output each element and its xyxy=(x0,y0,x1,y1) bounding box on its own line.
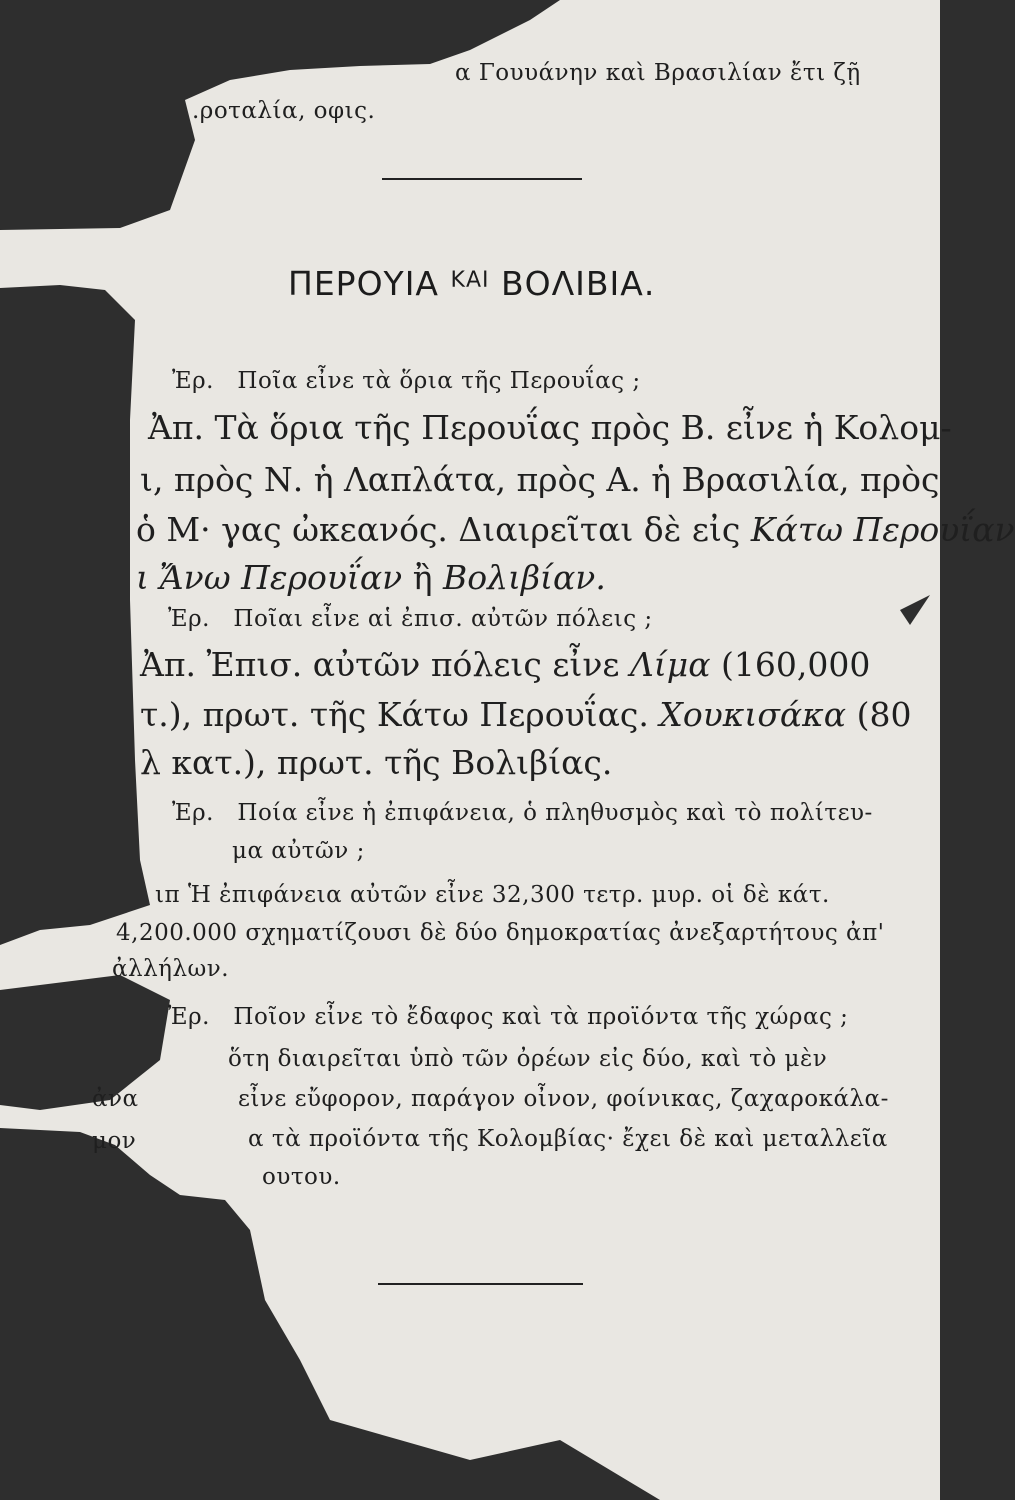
answer-1-line-4-italic-a: ι Ἄνω Περουΐαν xyxy=(136,558,403,597)
top-divider xyxy=(382,178,582,180)
question-label: Ἐρ. xyxy=(168,1004,210,1030)
answer-1-line-4-italic-b: Βολιβίαν. xyxy=(442,558,606,597)
answer-2-line-1-text: Ἀπ. Ἐπισ. αὐτῶν πόλεις εἶνε xyxy=(140,645,631,684)
question-text: Ποῖαι εἶνε αἱ ἐπισ. αὐτῶν πόλεις ; xyxy=(233,606,653,632)
title-part-3: ΒΟΛΙΒΙΑ. xyxy=(500,264,656,303)
answer-4-fragment-left-1: ἀνα xyxy=(92,1086,139,1112)
answer-3-line-1: ιπ Ἡ ἐπιφάνεια αὐτῶν εἶνε 32,300 τετρ. μυρ. οἱ δὲ κάτ. xyxy=(155,882,830,908)
question-text: Ποῖα εἶνε τὰ ὅρια τῆς Περουΐας ; xyxy=(237,368,641,394)
fragment-line-2: .ροταλία, οφις. xyxy=(192,98,376,124)
question-4 xyxy=(168,1004,848,1030)
question-label: Ἐρ. xyxy=(172,368,214,394)
answer-1-line-1: Ἀπ. Τὰ ὅρια τῆς Περουΐας πρὸς Β. εἶνε ἡ Κολομ- xyxy=(148,408,952,447)
answer-4-line-4: ουτου. xyxy=(262,1164,341,1190)
answer-2-line-2 xyxy=(140,695,911,734)
answer-2-population: (160,000 xyxy=(710,645,871,684)
answer-1-line-2: ι, πρὸς Ν. ἡ Λαπλάτα, πρὸς Α. ἡ Βρασιλία, πρὸς xyxy=(140,460,940,499)
question-label: Ἐρ. xyxy=(172,800,214,826)
answer-4-line-2: εἶνε εὔφορον, παράγον οἶνον, φοίνικας, ζαχαροκάλα- xyxy=(238,1086,889,1112)
answer-1-line-4-text: ἢ xyxy=(402,558,443,597)
answer-4-line-1: ὅτη διαιρεῖται ὑπὸ τῶν ὀρέων εἰς δύο, καὶ τὸ μὲν xyxy=(228,1046,828,1072)
answer-2-city-chuquisaca: Χουκισάκα xyxy=(659,695,847,734)
title-part-2: ΚΑΙ xyxy=(450,268,490,293)
answer-2-line-2-text: τ.), πρωτ. τῆς Κάτω Περουΐας. xyxy=(140,695,660,734)
title-part-1: ΠΕΡΟΥΙΑ xyxy=(288,264,440,303)
question-text: Ποία εἶνε ἡ ἐπιφάνεια, ὁ πληθυσμὸς καὶ τὸ πολίτευ- xyxy=(237,800,873,826)
question-text: Ποῖον εἶνε τὸ ἔδαφος καὶ τὰ προϊόντα τῆς χώρας ; xyxy=(233,1004,849,1030)
page-title xyxy=(288,264,655,303)
answer-4-line-3: α τὰ προϊόντα τῆς Κολομβίας· ἔχει δὲ καὶ μεταλλεῖα xyxy=(248,1126,888,1152)
bottom-divider xyxy=(378,1283,583,1285)
question-2 xyxy=(168,606,653,632)
question-3 xyxy=(172,800,873,826)
question-label: Ἐρ. xyxy=(168,606,210,632)
answer-2-line-1 xyxy=(140,645,870,684)
fragment-line-1: α Γουυάνην καὶ Βρασιλίαν ἔτι ζῇ xyxy=(455,60,861,86)
answer-1-line-3 xyxy=(136,510,1015,549)
answer-3-line-2: 4,200.000 σχηματίζουσι δὲ δύο δημοκρατίας ἀνεξαρτήτους ἀπ' xyxy=(116,920,885,946)
answer-1-line-3-text: ὁ Μ· γας ὠκεανός. Διαιρεῖται δὲ εἰς xyxy=(136,510,751,549)
answer-3-line-3: ἀλλήλων. xyxy=(112,956,230,982)
answer-2-line-3: λ κατ.), πρωτ. τῆς Βολιβίας. xyxy=(140,743,613,782)
answer-4-fragment-left-2: μον xyxy=(92,1128,137,1154)
answer-1-line-4 xyxy=(136,558,606,597)
question-3-line-2: μα αὐτῶν ; xyxy=(232,838,365,864)
answer-2-population-2: (80 xyxy=(846,695,912,734)
answer-1-line-3-italic: Κάτω Περουΐαν xyxy=(750,510,1015,549)
question-1 xyxy=(172,368,641,394)
answer-2-city-lima: Λίμα xyxy=(630,645,711,684)
